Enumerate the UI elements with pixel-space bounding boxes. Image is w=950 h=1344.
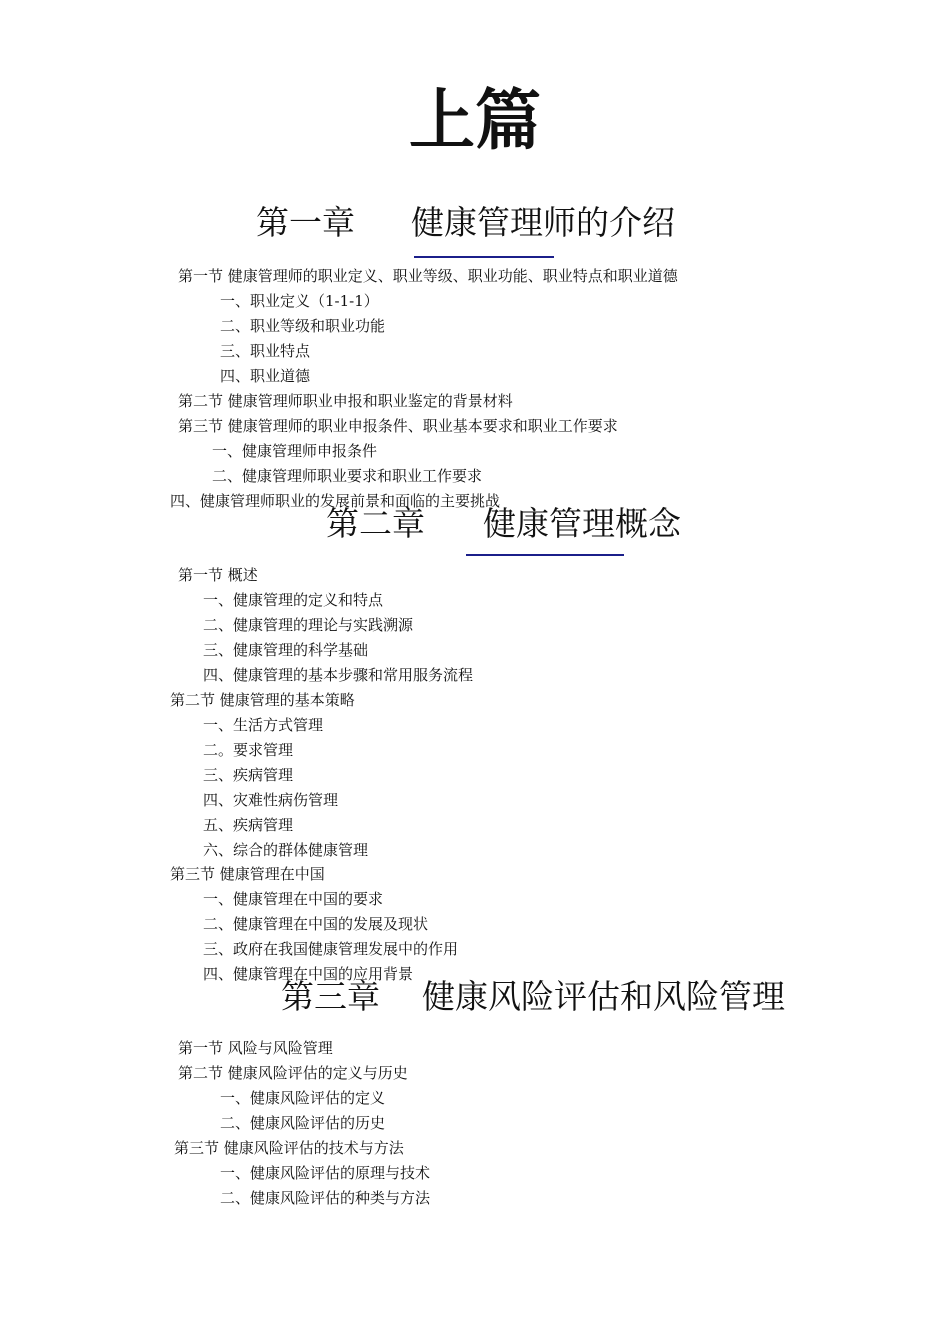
toc-entry: 四、灾难性病伤管理 <box>203 791 339 809</box>
chapter-1-heading <box>256 203 675 242</box>
toc-entry: 一、生活方式管理 <box>203 716 324 734</box>
toc-entry: 三、政府在我国健康管理发展中的作用 <box>203 940 459 958</box>
chapter-1-underline <box>414 256 554 258</box>
toc-entry: 四、职业道德 <box>220 367 311 385</box>
toc-entry: 二、健康管理师职业要求和职业工作要求 <box>212 467 483 485</box>
toc-entry: 四、健康管理在中国的应用背景 <box>203 965 414 983</box>
toc-entry: 四、健康管理师职业的发展前景和面临的主要挑战 <box>170 492 501 510</box>
toc-entry: 一、健康风险评估的原理与技术 <box>220 1164 431 1182</box>
book-title: 上篇 <box>409 82 541 159</box>
toc-entry: 第二节 健康风险评估的定义与历史 <box>178 1064 408 1082</box>
toc-entry: 第二节 健康管理的基本策略 <box>170 691 355 709</box>
chapter-title: 健康管理概念 <box>483 504 681 543</box>
toc-entry: 第一节 概述 <box>178 566 258 584</box>
toc-entry: 二、健康风险评估的种类与方法 <box>220 1189 431 1207</box>
chapter-number: 第二章 <box>326 504 425 543</box>
toc-entry: 一、健康管理师申报条件 <box>212 442 378 460</box>
toc-entry: 六、综合的群体健康管理 <box>203 841 369 859</box>
toc-entry: 二、职业等级和职业功能 <box>220 317 386 335</box>
toc-entry: 二、健康风险评估的历史 <box>220 1114 386 1132</box>
toc-entry: 二、健康管理的理论与实践溯源 <box>203 616 414 634</box>
chapter-number: 第三章 <box>281 977 380 1016</box>
toc-entry: 第三节 健康风险评估的技术与方法 <box>174 1139 404 1157</box>
toc-entry: 第三节 健康管理在中国 <box>170 865 325 883</box>
toc-entry: 三、健康管理的科学基础 <box>203 641 369 659</box>
toc-entry: 一、职业定义（1-1-1） <box>220 292 379 310</box>
toc-entry: 一、健康风险评估的定义 <box>220 1089 386 1107</box>
toc-entry: 四、健康管理的基本步骤和常用服务流程 <box>203 666 474 684</box>
toc-entry: 二、健康管理在中国的发展及现状 <box>203 915 429 933</box>
chapter-title: 健康管理师的介绍 <box>411 203 675 242</box>
toc-entry: 第一节 健康管理师的职业定义、职业等级、职业功能、职业特点和职业道德 <box>178 267 678 285</box>
toc-entry: 五、疾病管理 <box>203 816 294 834</box>
toc-entry: 第二节 健康管理师职业申报和职业鉴定的背景材料 <box>178 392 513 410</box>
toc-entry: 一、健康管理的定义和特点 <box>203 591 384 609</box>
chapter-3-heading <box>281 977 785 1016</box>
toc-entry: 一、健康管理在中国的要求 <box>203 890 384 908</box>
toc-entry: 第一节 风险与风险管理 <box>178 1039 333 1057</box>
toc-entry: 二。要求管理 <box>203 741 294 759</box>
chapter-title: 健康风险评估和风险管理 <box>422 977 785 1016</box>
chapter-2-heading <box>326 504 681 543</box>
chapter-number: 第一章 <box>256 203 355 242</box>
toc-entry: 三、职业特点 <box>220 342 311 360</box>
chapter-2-underline <box>466 554 624 556</box>
toc-entry: 三、疾病管理 <box>203 766 294 784</box>
toc-entry: 第三节 健康管理师的职业申报条件、职业基本要求和职业工作要求 <box>178 417 618 435</box>
